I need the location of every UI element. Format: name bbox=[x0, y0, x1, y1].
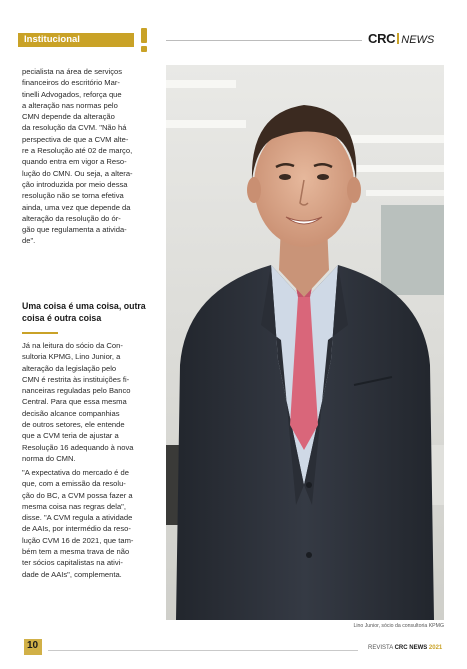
article-line: mesma coisa nas regras dela", bbox=[22, 501, 126, 511]
article-line: norma do CMN. bbox=[22, 453, 76, 463]
portrait-illustration bbox=[166, 65, 444, 620]
article-line: Resolução 16 adequando à nova bbox=[22, 442, 134, 452]
article-paragraph-2 bbox=[22, 340, 157, 464]
article-line: pecialista na área de serviços bbox=[22, 67, 123, 76]
article-line: ção do BC, a CVM possa fazer a bbox=[22, 490, 133, 500]
article-line: re a Resolução até 02 de março, bbox=[22, 146, 133, 156]
article-line: da resolução da CVM. "Não há bbox=[22, 123, 127, 133]
article-line: bém tem a mesma trava de não bbox=[22, 547, 130, 557]
article-line: tinelli Advogados, reforça que bbox=[22, 89, 122, 99]
crc-news-logo bbox=[368, 31, 434, 46]
page-number-box bbox=[22, 637, 44, 657]
portrait-photo bbox=[166, 65, 444, 620]
logo-crc-text: CRC bbox=[368, 31, 396, 46]
header-divider bbox=[166, 40, 362, 41]
exclamation-icon bbox=[138, 28, 150, 52]
article-line: Já na leitura do sócio da Con- bbox=[22, 341, 123, 350]
article-line: que a CVM teria de ajustar a bbox=[22, 431, 119, 441]
article-line: Central. Para que essa mesma bbox=[22, 397, 127, 407]
article-line: de AAIs, por intermédio da reso- bbox=[22, 524, 131, 534]
article-line: lução CVM 16 de 2021, que tam- bbox=[22, 535, 134, 545]
article-line: CMN depende da alteração bbox=[22, 112, 115, 122]
article-line: nanceiras reguladas pelo Banco bbox=[22, 386, 131, 396]
article-line: decisão alcance companhias bbox=[22, 408, 120, 418]
footer-year: 2021 bbox=[428, 645, 443, 651]
article-line: ainda, uma vez que depende da bbox=[22, 202, 131, 212]
article-line: resolução não se torna efetiva bbox=[22, 191, 124, 201]
article-line: alteração da legislação pelo bbox=[22, 363, 117, 373]
article-line: gão que regulamenta a ativida- bbox=[22, 225, 127, 235]
article-line: de outros setores, ele entende bbox=[22, 420, 125, 430]
article-line: financeiros do escritório Mar- bbox=[22, 78, 120, 88]
article-line: quando entra em vigor a Reso- bbox=[22, 157, 127, 167]
article-line: que, com a emissão da resolu- bbox=[22, 479, 126, 489]
article-line: CMN é restrita às instituições fi- bbox=[22, 374, 130, 384]
footer-magazine-title bbox=[368, 645, 442, 651]
article-line: sultoria KPMG, Lino Junior, a bbox=[22, 352, 121, 362]
article-line: perspectiva de que a CVM alte- bbox=[22, 134, 129, 144]
section-label: Institucional bbox=[24, 34, 80, 45]
footer-divider bbox=[48, 650, 358, 651]
article-line: lução do CMN. Ou seja, a altera- bbox=[22, 168, 133, 178]
footer-brand: CRC NEWS bbox=[394, 645, 428, 651]
photo-caption: Lino Junior, sócio da consultoria KPMG bbox=[353, 623, 444, 629]
article-line: alteração da resolução do ór- bbox=[22, 213, 121, 223]
footer-prefix: REVISTA bbox=[368, 645, 393, 651]
article-line: "A expectativa do mercado é de bbox=[22, 468, 129, 477]
article-paragraph-3 bbox=[22, 467, 157, 580]
article-line: de". bbox=[22, 236, 36, 246]
logo-bar-icon bbox=[397, 33, 399, 44]
section-tab bbox=[18, 33, 134, 47]
article-line: dade de AAIs", complementa. bbox=[22, 569, 122, 579]
page-number: 10 bbox=[27, 640, 39, 651]
article-line: ção introduzida por meio dessa bbox=[22, 179, 128, 189]
article-subheading: Uma coisa é uma coisa, outra coisa é outra coisa bbox=[22, 301, 146, 323]
article-line: a alteração nas normas pelo bbox=[22, 100, 118, 110]
article-paragraph-1 bbox=[22, 66, 157, 247]
article-line: disse. "A CVM regula a atividade bbox=[22, 513, 133, 523]
subheading-underline bbox=[22, 332, 58, 334]
logo-news-text: NEWS bbox=[401, 34, 435, 46]
article-line: ter sócios capitalistas na ativi- bbox=[22, 558, 123, 568]
